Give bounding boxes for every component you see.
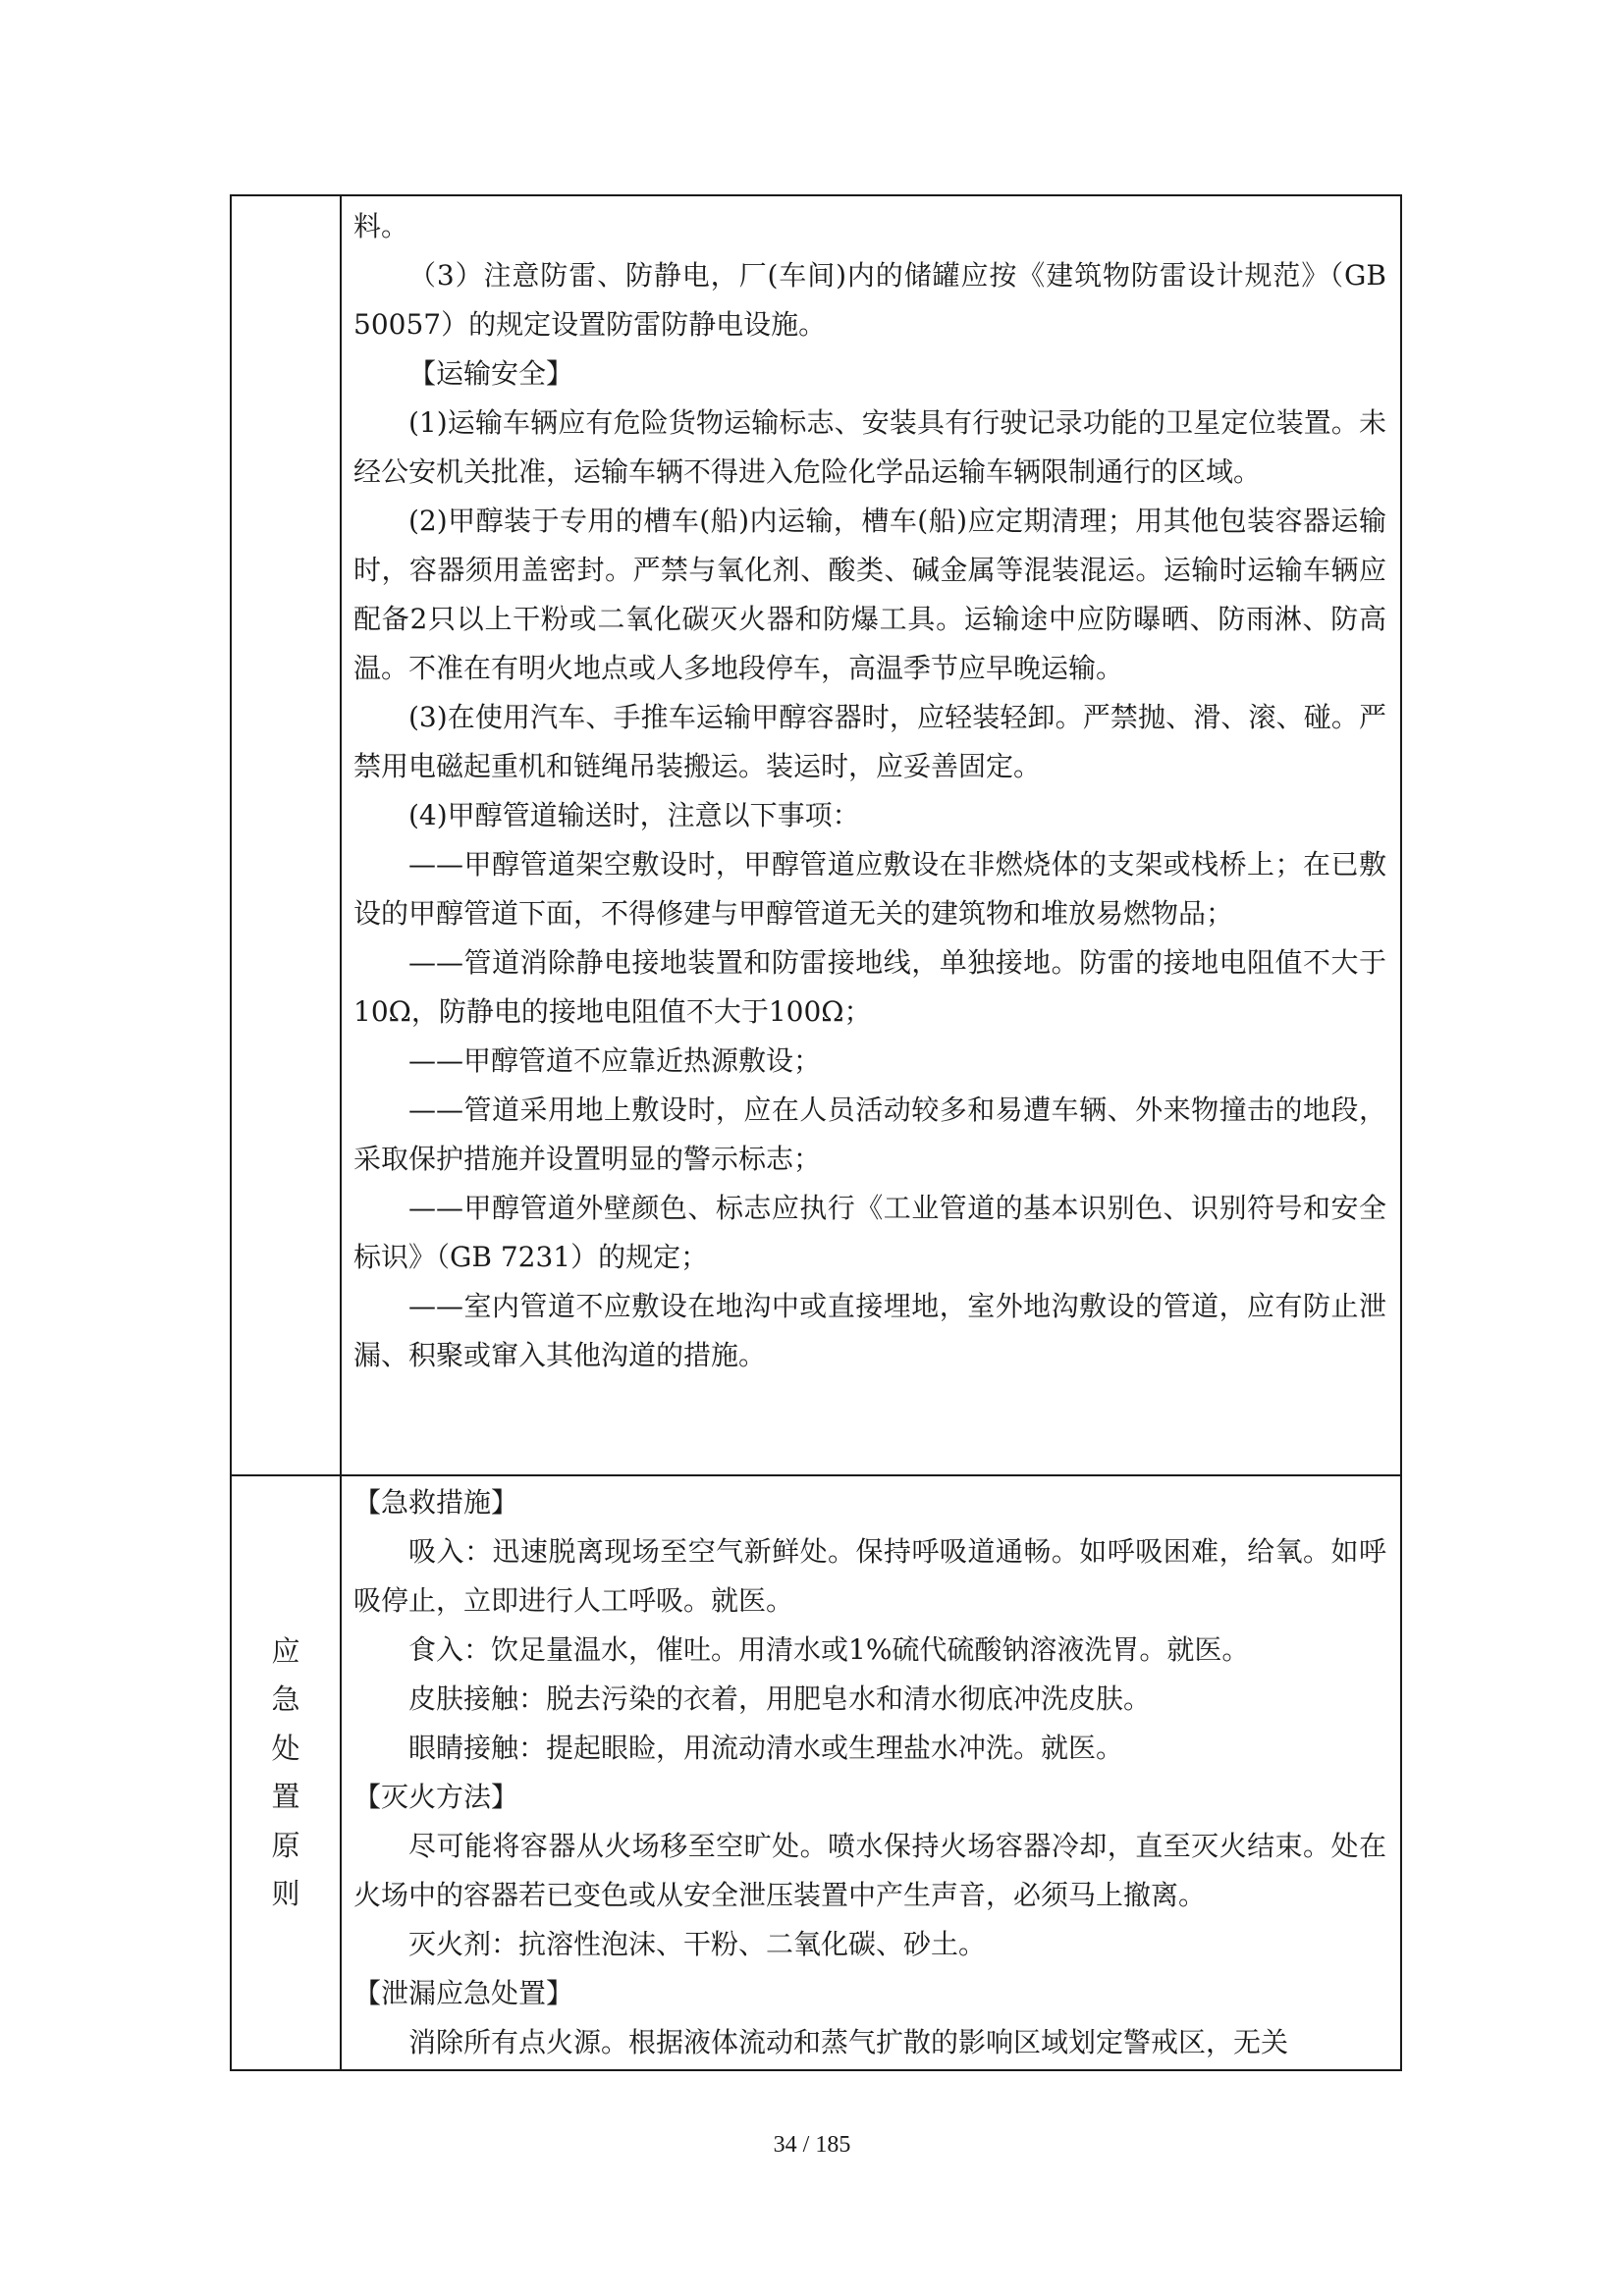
table-row <box>231 195 1401 1475</box>
row-content-cell <box>341 195 1401 1475</box>
row-label-cell <box>231 195 341 1475</box>
page-number: 34 / 185 <box>773 2132 851 2158</box>
paragraph: 尽可能将容器从火场移至空旷处。喷水保持火场容器冷却，直至灭火结束。处在火场中的容器若已变色或从安全泄压装置中产生声音，必须马上撤离。 <box>353 1830 1386 1912</box>
paragraph: (4)甲醇管道输送时，注意以下事项： <box>408 799 860 831</box>
section-text <box>342 1476 1400 2067</box>
table-row <box>231 1475 1401 2070</box>
paragraph: 食入：饮足量温水，催吐。用清水或1%硫代硫酸钠溶液洗胃。就医。 <box>408 1633 1250 1667</box>
paragraph: 【运输安全】 <box>408 357 574 390</box>
paragraph: 眼睛接触：提起眼睑，用流动清水或生理盐水冲洗。就医。 <box>408 1732 1124 1765</box>
paragraph: 皮肤接触：脱去污染的衣着，用肥皂水和清水彻底冲洗皮肤。 <box>408 1682 1152 1716</box>
paragraph: 【灭火方法】 <box>353 1781 519 1814</box>
paragraph: 料。 <box>353 210 409 242</box>
content-table <box>230 194 1402 2071</box>
section-text <box>342 196 1400 1380</box>
paragraph: (2)甲醇装于专用的槽车(船)内运输，槽车(船)应定期清理；用其他包装容器运输时，容器须用盖密封。严禁与氧化剂、酸类、碱金属等混装混运。运输时运输车辆应配备2只以上干粉或二氧化碳灭火器和防爆工具。运输途中应防曝晒、防雨淋、防高温。不准在有明火地点或人多地段停车，高温季节应早晚运输。 <box>353 505 1386 684</box>
row-content-cell <box>341 1475 1401 2070</box>
paragraph: ——室内管道不应敷设在地沟中或直接埋地，室外地沟敷设的管道，应有防止泄漏、积聚或窜入其他沟道的措施。 <box>353 1290 1386 1371</box>
row-label-emergency: 应急处置原则 <box>271 1633 300 1911</box>
paragraph: (1)运输车辆应有危险货物运输标志、安装具有行驶记录功能的卫星定位装置。未经公安机关批准，运输车辆不得进入危险化学品运输车辆限制通行的区域。 <box>353 406 1386 488</box>
paragraph: ——甲醇管道外壁颜色、标志应执行《工业管道的基本识别色、识别符号和安全标识》（GB 7231）的规定； <box>353 1192 1386 1273</box>
paragraph: ——管道消除静电接地装置和防雷接地线，单独接地。防雷的接地电阻值不大于10Ω，防静电的接地电阻值不大于100Ω； <box>353 946 1386 1028</box>
paragraph: 消除所有点火源。根据液体流动和蒸气扩散的影响区域划定警戒区，无关 <box>408 2026 1289 2059</box>
paragraph: 灭火剂：抗溶性泡沫、干粉、二氧化碳、砂土。 <box>408 1928 987 1961</box>
row-label-cell <box>231 1475 341 2070</box>
paragraph: 【泄漏应急处置】 <box>353 1977 574 2010</box>
paragraph: （3）注意防雷、防静电，厂(车间)内的储罐应按《建筑物防雷设计规范》（GB 50057）的规定设置防雷防静电设施。 <box>353 259 1386 341</box>
paragraph: ——甲醇管道不应靠近热源敷设； <box>408 1044 822 1077</box>
paragraph: 吸入：迅速脱离现场至空气新鲜处。保持呼吸道通畅。如呼吸困难，给氧。如呼吸停止，立即进行人工呼吸。就医。 <box>353 1535 1386 1618</box>
paragraph: 【急救措施】 <box>353 1486 519 1520</box>
paragraph: ——管道采用地上敷设时，应在人员活动较多和易遭车辆、外来物撞击的地段，采取保护措施并设置明显的警示标志； <box>353 1094 1386 1175</box>
paragraph: (3)在使用汽车、手推车运输甲醇容器时，应轻装轻卸。严禁抛、滑、滚、碰。严禁用电磁起重机和链绳吊装搬运。装运时，应妥善固定。 <box>353 701 1386 782</box>
paragraph: ——甲醇管道架空敷设时，甲醇管道应敷设在非燃烧体的支架或栈桥上；在已敷设的甲醇管道下面，不得修建与甲醇管道无关的建筑物和堆放易燃物品； <box>353 848 1386 930</box>
